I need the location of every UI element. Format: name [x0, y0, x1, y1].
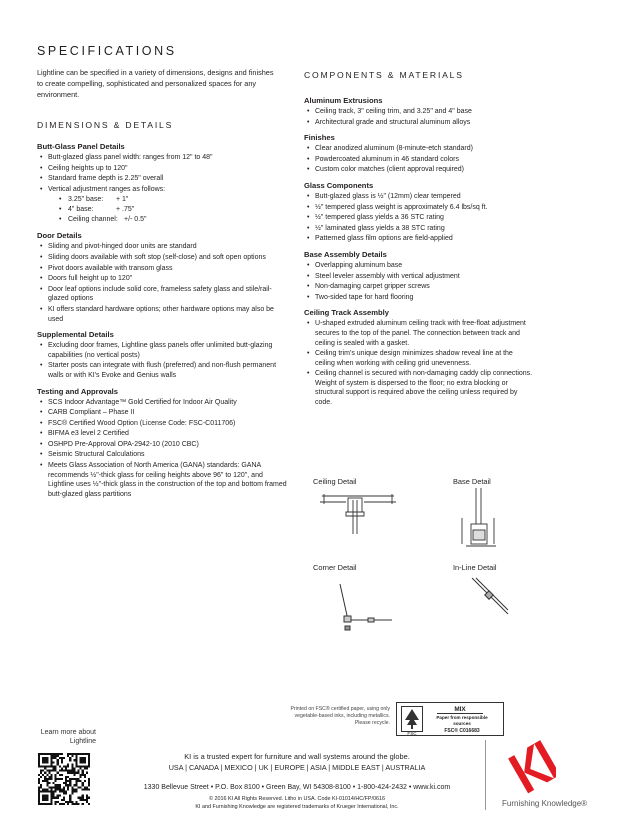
component-list — [304, 107, 534, 127]
dimensions-column — [37, 142, 289, 505]
list-item: • Sliding and pivot-hinged door units are standard — [37, 242, 289, 252]
intro-text: Lightline can be specified in a variety of dimensions, designs and finishes to create compelling, sophisticated and personalized spaces for any environment. — [37, 68, 274, 99]
adjust-value: +/- 0.5" — [124, 216, 147, 224]
component-group-heading: Finishes — [304, 133, 335, 143]
base-detail-label: Base Detail — [453, 477, 491, 486]
ceiling-detail-drawing — [318, 490, 398, 550]
fsc-code: FSC® C016683 — [444, 728, 480, 734]
dimensions-heading: DIMENSIONS & DETAILS — [37, 120, 174, 130]
list-item — [59, 215, 289, 225]
component-list — [304, 261, 534, 302]
butt-glass-group — [37, 142, 289, 225]
list-item: • SCS Indoor Advantage™ Gold Certified for Indoor Air Quality — [37, 398, 289, 408]
company-line: KI is a trusted expert for furniture and wall systems around the globe. — [184, 752, 410, 761]
list-item: • Sliding doors available with soft stop (self-close) and soft open options — [37, 253, 289, 263]
base-detail-drawing — [456, 488, 506, 550]
list-item: • BIFMA e3 level 2 Certified — [37, 429, 289, 439]
list-item: • Ceiling trim's unique design minimizes shadow reveal line at the ceiling when working with ceiling grid unevenness. — [304, 349, 534, 368]
divider — [485, 740, 486, 810]
tagline: Furnishing Knowledge® — [502, 799, 588, 808]
list-item: • Seismic Structural Calculations — [37, 450, 289, 460]
list-item: • Overlapping aluminum base — [304, 261, 534, 271]
butt-glass-heading: Butt-Glass Panel Details — [37, 142, 125, 151]
list-item: • CARB Compliant – Phase II — [37, 408, 289, 418]
door-heading: Door Details — [37, 231, 82, 241]
component-group — [304, 133, 534, 175]
component-group-heading: Ceiling Track Assembly — [304, 308, 389, 318]
list-item: • Meets Glass Association of North America (GANA) standards: GANA recommends ½"-thick glass for ceiling heights above 96" to 120", and Lightline uses ½"-thick glass in the construction of the top and bottom framed butt-glazed glass partitions — [37, 461, 289, 499]
adjust-value: + 1" — [116, 196, 129, 204]
butt-glass-list — [37, 153, 289, 194]
list-item: • Two-sided tape for hard flooring — [304, 293, 534, 303]
list-item: • Clear anodized aluminum (8-minute-etch standard) — [304, 144, 534, 154]
testing-heading: Testing and Approvals — [37, 386, 119, 396]
adjust-label: • 3.25" base: — [68, 196, 104, 204]
component-group — [304, 96, 534, 127]
components-heading: COMPONENTS & MATERIALS — [304, 70, 464, 80]
list-item: • Standard frame depth is 2.25" overall — [37, 174, 289, 184]
list-item: • Starter posts can integrate with flush (preferred) and non-flush permanent walls or with KI's Evoke and Genius walls — [37, 361, 289, 380]
list-item: • OSHPD Pre-Approval OPA-2942-10 (2010 CBC) — [37, 440, 289, 450]
list-item: • Ceiling heights up to 120" — [37, 164, 289, 174]
inline-detail-label: In-Line Detail — [453, 563, 497, 572]
list-item — [59, 205, 289, 215]
fsc-tree-icon — [401, 706, 423, 732]
regions-line: USA | CANADA | MEXICO | UK | EUROPE | ASIA | MIDDLE EAST | AUSTRALIA — [168, 763, 426, 772]
list-item: • Non-damaging carpet gripper screws — [304, 282, 534, 292]
fsc-badge — [396, 702, 504, 736]
list-item: • Steel leveler assembly with vertical adjustment — [304, 272, 534, 282]
list-item: • KI offers standard hardware options; other hardware options may also be used — [37, 305, 289, 324]
supplemental-group — [37, 330, 289, 380]
list-item — [59, 195, 289, 205]
component-list — [304, 319, 534, 407]
supplemental-heading: Supplemental Details — [37, 330, 114, 340]
component-group-heading: Glass Components — [304, 180, 374, 190]
trademark-line: KI and Furnishing Knowledge are registered trademarks of Krueger International, Inc. — [195, 804, 399, 810]
adjust-label: • Ceiling channel: — [68, 216, 118, 224]
fsc-logo-text: FSC — [407, 731, 417, 736]
supplemental-list — [37, 341, 289, 380]
testing-group — [37, 387, 289, 500]
page-title: SPECIFICATIONS — [37, 44, 177, 58]
door-list — [37, 242, 289, 324]
ki-logo-icon — [508, 740, 556, 796]
qr-code-icon[interactable] — [38, 753, 90, 805]
component-group — [304, 250, 534, 302]
company-info — [112, 752, 482, 811]
list-item: • Custom color matches (client approval required) — [304, 165, 534, 175]
list-item: • ½" laminated glass yields a 38 STC rating — [304, 224, 534, 234]
list-item: • Vertical adjustment ranges as follows: — [37, 185, 289, 195]
testing-list — [37, 398, 289, 500]
adjust-value: + .75" — [116, 206, 135, 214]
list-item: • Butt-glazed glass is ½" (12mm) clear tempered — [304, 192, 534, 202]
list-item: • Architectural grade and structural aluminum alloys — [304, 118, 534, 128]
list-item: • Ceiling track, 3" ceiling trim, and 3.25" and 4" base — [304, 107, 534, 117]
component-group — [304, 181, 534, 244]
fsc-mix-label: MIX — [437, 706, 483, 714]
adjust-label: • 4" base: — [68, 206, 94, 214]
inline-detail-drawing — [470, 576, 510, 616]
component-list — [304, 144, 534, 175]
door-group — [37, 231, 289, 324]
address-line: 1330 Bellevue Street • P.O. Box 8100 • Green Bay, WI 54308-8100 • 1-800-424-2432 • www.ki.com — [143, 784, 451, 791]
list-item: • Ceiling channel is secured with non-damaging caddy clip connections. Weight of system is dispersed to the floor; no extra blocking or structural support is required above the ceiling unless required by code. — [304, 369, 534, 407]
corner-detail-drawing — [318, 576, 398, 636]
component-group-heading: Base Assembly Details — [304, 249, 387, 259]
list-item: • Excluding door frames, Lightline glass panels offer unlimited butt-glazing capabilities (no vertical posts) — [37, 341, 289, 360]
components-column — [304, 96, 534, 414]
printed-note: Printed on FSC® certified paper, using only vegetable-based inks, including metallics. Please recycle. — [290, 706, 390, 727]
component-group-heading: Aluminum Extrusions — [304, 96, 383, 105]
list-item: • U-shaped extruded aluminum ceiling track with free-float adjustment secures to the top of the panel. The connection between track and ceiling is sealed with a gasket. — [304, 319, 534, 348]
list-item: • Patterned glass film options are field-applied — [304, 234, 534, 244]
learn-more-text: Learn more about Lightline — [40, 729, 96, 745]
corner-detail-label: Corner Detail — [313, 563, 357, 572]
copyright-line: © 2016 KI All Rights Reserved. Litho in USA. Code KI-01014/HC/FP/0616 — [209, 796, 385, 802]
adjustment-list — [59, 195, 289, 225]
list-item: • Pivot doors available with transom glass — [37, 264, 289, 274]
list-item: • Powdercoated aluminum in 46 standard colors — [304, 155, 534, 165]
component-group — [304, 308, 534, 407]
component-list — [304, 192, 534, 244]
ceiling-detail-label: Ceiling Detail — [313, 477, 357, 486]
list-item: • ½" tempered glass yields a 36 STC rating — [304, 213, 534, 223]
list-item: • Doors full height up to 120" — [37, 274, 289, 284]
list-item: • FSC® Certified Wood Option (License Code: FSC-C011706) — [37, 419, 289, 429]
list-item: • Butt-glazed glass panel width: ranges from 12" to 48" — [37, 153, 289, 163]
fsc-paper-text: Paper from responsible sources — [436, 715, 488, 726]
list-item: • Door leaf options include solid core, frameless safety glass and stile/rail-glazed options — [37, 285, 289, 304]
list-item: • ½" tempered glass weight is approximately 6.4 lbs/sq ft. — [304, 203, 534, 213]
